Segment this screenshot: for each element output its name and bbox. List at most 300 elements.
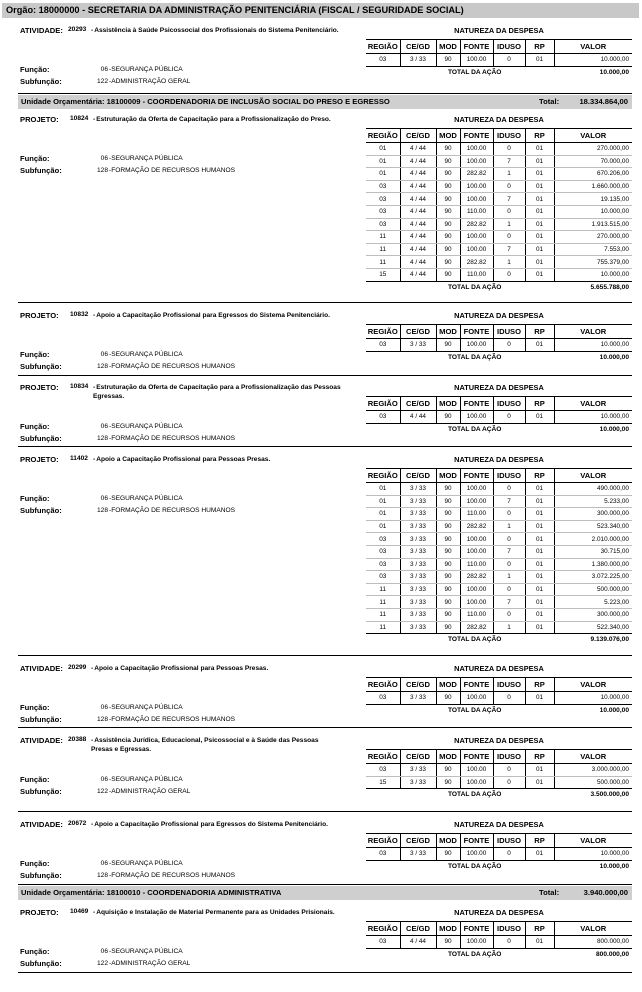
despesa-cell: 3 / 33 [400, 508, 436, 521]
despesa-row [366, 411, 632, 424]
despesa-cell: 10.000,00 [554, 268, 632, 281]
total-da-acao-value: 10.000,00 [599, 706, 629, 714]
column-header: CE/GD [400, 834, 436, 848]
column-header: CE/GD [400, 397, 436, 411]
acao-description-text: Estruturação da Oferta de Capacitação para a Profissionalização das Pessoas Egressas. [93, 384, 341, 400]
despesa-header-row [366, 129, 632, 143]
despesa-cell: 3.072.225,00 [554, 571, 632, 584]
acao-description-text: Estruturação da Oferta de Capacitação para a Profissionalização do Preso. [96, 116, 331, 123]
funcao-code: 06 [100, 351, 108, 358]
despesa-cell: 0 [493, 180, 525, 193]
subfuncao-label: Subfunção: [20, 506, 62, 515]
despesa-cell: 270.000,00 [554, 231, 632, 244]
column-header: IDUSO [493, 469, 525, 483]
subfuncao-code: 122 [96, 960, 108, 967]
despesa-cell: 1 [493, 520, 525, 533]
column-header: REGIÃO [366, 397, 400, 411]
despesa-cell: 90 [436, 243, 460, 256]
despesa-row [366, 495, 632, 508]
subfuncao-name: -ADMINISTRAÇÃO GERAL [109, 78, 191, 85]
column-header: IDUSO [493, 678, 525, 692]
despesa-cell: 01 [366, 143, 400, 156]
subfuncao-name: -FORMAÇÃO DE RECURSOS HUMANOS [109, 507, 236, 514]
despesa-cell: 0 [493, 143, 525, 156]
acao-kind: ATIVIDADE: [20, 664, 63, 673]
despesa-cell: 90 [436, 483, 460, 496]
acao-dash: - [91, 27, 94, 34]
funcao-label: Função: [20, 703, 50, 712]
despesa-cell: 01 [525, 155, 554, 168]
unidade-title: Unidade Orçamentária: 18100010 - COORDENADORIA ADMINISTRATIVA [21, 888, 282, 897]
funcao-label: Função: [20, 422, 50, 431]
despesa-cell: 0 [493, 848, 525, 861]
acao-dash: - [93, 116, 96, 123]
column-header: RP [525, 834, 554, 848]
despesa-cell: 100.00 [460, 692, 493, 705]
despesa-row [366, 936, 632, 949]
despesa-cell: 11 [366, 608, 400, 621]
column-header: CE/GD [400, 129, 436, 143]
column-header: REGIÃO [366, 325, 400, 339]
despesa-header-row [366, 922, 632, 936]
despesa-cell: 01 [525, 571, 554, 584]
acao-block [18, 734, 632, 816]
despesa-cell: 4 / 44 [400, 155, 436, 168]
despesa-cell: 0 [493, 231, 525, 244]
despesa-cell: 1.660.000,00 [554, 180, 632, 193]
acao-dash: - [91, 821, 94, 828]
despesa-cell: 90 [436, 205, 460, 218]
column-header: MOD [436, 397, 460, 411]
despesa-cell: 03 [366, 848, 400, 861]
column-header: IDUSO [493, 834, 525, 848]
despesa-cell: 100.00 [460, 764, 493, 777]
column-header: REGIÃO [366, 469, 400, 483]
total-da-acao-label: TOTAL DA AÇÃO [448, 636, 502, 644]
despesa-cell: 100.00 [460, 54, 493, 67]
acao-kind: ATIVIDADE: [20, 820, 63, 829]
unidade-total-label: Total: [539, 97, 560, 106]
despesa-cell: 4 / 44 [400, 143, 436, 156]
total-da-acao-value: 10.000,00 [599, 68, 629, 76]
funcao-label: Função: [20, 65, 50, 74]
despesa-cell: 0 [493, 692, 525, 705]
column-header: CE/GD [400, 40, 436, 54]
despesa-cell: 3.000.000,00 [554, 764, 632, 777]
despesa-cell: 100.00 [460, 143, 493, 156]
despesa-cell: 03 [366, 180, 400, 193]
despesa-cell: 1.380.000,00 [554, 558, 632, 571]
acao-description [93, 383, 343, 401]
despesa-cell: 7 [493, 495, 525, 508]
despesa-cell: 90 [436, 256, 460, 269]
despesa-cell: 100.00 [460, 596, 493, 609]
despesa-cell: 100.00 [460, 545, 493, 558]
despesa-cell: 01 [525, 764, 554, 777]
acao-code: 10469 [70, 908, 89, 915]
despesa-cell: 0 [493, 583, 525, 596]
subfuncao-name: -FORMAÇÃO DE RECURSOS HUMANOS [109, 167, 236, 174]
despesa-cell: 90 [436, 155, 460, 168]
despesa-cell: 01 [525, 256, 554, 269]
despesa-cell: 90 [436, 596, 460, 609]
funcao-name: -SEGURANÇA PÚBLICA [109, 704, 183, 711]
column-header: REGIÃO [366, 922, 400, 936]
subfuncao-name: -ADMINISTRAÇÃO GERAL [109, 788, 191, 795]
despesa-cell: 7.553,00 [554, 243, 632, 256]
subfuncao-label: Subfunção: [20, 434, 62, 443]
despesa-cell: 01 [525, 205, 554, 218]
subfuncao-code: 128 [96, 716, 108, 723]
acao-block [18, 24, 632, 94]
despesa-cell: 03 [366, 54, 400, 67]
despesa-row [366, 483, 632, 496]
despesa-cell: 500.000,00 [554, 776, 632, 789]
despesa-cell: 0 [493, 533, 525, 546]
total-da-acao-label: TOTAL DA AÇÃO [448, 862, 502, 870]
column-header: VALOR [554, 922, 632, 936]
despesa-cell: 522.340,00 [554, 621, 632, 634]
subfuncao-code: 128 [96, 167, 108, 174]
column-header: FONTE [460, 469, 493, 483]
subfuncao-code: 128 [96, 507, 108, 514]
natureza-da-despesa-title: NATUREZA DA DESPESA [454, 383, 544, 392]
column-header: CE/GD [400, 325, 436, 339]
total-da-acao-label: TOTAL DA AÇÃO [448, 425, 502, 433]
despesa-cell: 100.00 [460, 193, 493, 206]
column-header: VALOR [554, 678, 632, 692]
acao-block [18, 381, 632, 451]
column-header: VALOR [554, 325, 632, 339]
column-header: MOD [436, 834, 460, 848]
despesa-row [366, 764, 632, 777]
acao-block [18, 818, 632, 888]
despesa-cell: 01 [525, 218, 554, 231]
despesa-cell: 7 [493, 545, 525, 558]
despesa-cell: 3 / 33 [400, 558, 436, 571]
total-da-acao-value: 9.139.076,00 [590, 636, 629, 644]
column-header: MOD [436, 325, 460, 339]
despesa-cell: 01 [525, 483, 554, 496]
despesa-cell: 100.00 [460, 936, 493, 949]
funcao-name: -SEGURANÇA PÚBLICA [109, 66, 183, 73]
despesa-cell: 01 [525, 231, 554, 244]
column-header: RP [525, 678, 554, 692]
total-da-acao-row [366, 634, 632, 646]
despesa-cell: 282.82 [460, 256, 493, 269]
despesa-row [366, 143, 632, 156]
column-header: FONTE [460, 834, 493, 848]
despesa-cell: 90 [436, 495, 460, 508]
despesa-header-row [366, 750, 632, 764]
despesa-cell: 800.000,00 [554, 936, 632, 949]
despesa-row [366, 339, 632, 352]
despesa-cell: 4 / 44 [400, 180, 436, 193]
despesa-row [366, 218, 632, 231]
despesa-cell: 100.00 [460, 411, 493, 424]
despesa-cell: 03 [366, 193, 400, 206]
despesa-cell: 01 [525, 243, 554, 256]
despesa-cell: 3 / 33 [400, 520, 436, 533]
despesa-cell: 11 [366, 621, 400, 634]
despesa-table [366, 39, 632, 67]
despesa-cell: 7 [493, 243, 525, 256]
acao-kind: PROJETO: [20, 311, 59, 320]
despesa-cell: 01 [525, 596, 554, 609]
despesa-cell: 3 / 33 [400, 692, 436, 705]
column-header: IDUSO [493, 750, 525, 764]
despesa-cell: 1 [493, 256, 525, 269]
acao-description-text: Apoio a Capacitação Profissional para Egressos do Sistema Penitenciário. [96, 312, 330, 319]
funcao-label: Função: [20, 350, 50, 359]
acao-code: 20293 [68, 26, 87, 33]
despesa-cell: 5.223,00 [554, 596, 632, 609]
despesa-cell: 0 [493, 508, 525, 521]
despesa-cell: 30.715,00 [554, 545, 632, 558]
acao-description [91, 664, 341, 673]
funcao-name: -SEGURANÇA PÚBLICA [109, 351, 183, 358]
total-da-acao-row [366, 282, 632, 294]
despesa-cell: 100.00 [460, 339, 493, 352]
despesa-header-row [366, 469, 632, 483]
despesa-cell: 01 [366, 483, 400, 496]
despesa-cell: 01 [525, 776, 554, 789]
total-da-acao-label: TOTAL DA AÇÃO [448, 283, 502, 291]
column-header: CE/GD [400, 678, 436, 692]
despesa-table [366, 324, 632, 352]
despesa-cell: 3 / 33 [400, 848, 436, 861]
despesa-cell: 1 [493, 621, 525, 634]
despesa-row [366, 583, 632, 596]
natureza-da-despesa-title: NATUREZA DA DESPESA [454, 26, 544, 35]
despesa-cell: 01 [525, 508, 554, 521]
despesa-row [366, 168, 632, 181]
despesa-cell: 90 [436, 776, 460, 789]
despesa-cell: 01 [525, 520, 554, 533]
acao-code: 10832 [70, 311, 89, 318]
acao-description [93, 908, 343, 917]
despesa-cell: 19.135,00 [554, 193, 632, 206]
funcao-name: -SEGURANÇA PÚBLICA [109, 860, 183, 867]
column-header: RP [525, 325, 554, 339]
despesa-header-row [366, 397, 632, 411]
despesa-cell: 01 [366, 495, 400, 508]
total-da-acao-label: TOTAL DA AÇÃO [448, 791, 502, 799]
acao-kind: PROJETO: [20, 115, 59, 124]
unidade-orcamentaria-bar [18, 886, 632, 900]
despesa-cell: 300.000,00 [554, 508, 632, 521]
column-header: VALOR [554, 834, 632, 848]
despesa-cell: 03 [366, 411, 400, 424]
funcao-code: 06 [100, 155, 108, 162]
despesa-row [366, 608, 632, 621]
column-header: CE/GD [400, 750, 436, 764]
despesa-cell: 4 / 44 [400, 243, 436, 256]
acao-kind: ATIVIDADE: [20, 26, 63, 35]
acao-description-text: Apoio a Capacitação Profissional para Egressos do Sistema Penitenciário. [94, 821, 328, 828]
acao-description [91, 26, 341, 35]
unidade-title: Unidade Orçamentária: 18100009 - COORDENADORIA DE INCLUSÃO SOCIAL DO PRESO E EGRESSO [21, 97, 390, 106]
total-da-acao-label: TOTAL DA AÇÃO [448, 353, 502, 361]
natureza-da-despesa-title: NATUREZA DA DESPESA [454, 908, 544, 917]
column-header: RP [525, 397, 554, 411]
despesa-cell: 90 [436, 339, 460, 352]
column-header: IDUSO [493, 397, 525, 411]
despesa-row [366, 231, 632, 244]
subfuncao-label: Subfunção: [20, 77, 62, 86]
despesa-cell: 282.82 [460, 520, 493, 533]
subfuncao-label: Subfunção: [20, 166, 62, 175]
despesa-cell: 90 [436, 608, 460, 621]
acao-description-text: Apoio a Capacitação Profissional para Pessoas Presas. [94, 665, 269, 672]
funcao-name: -SEGURANÇA PÚBLICA [109, 776, 183, 783]
despesa-row [366, 54, 632, 67]
despesa-cell: 90 [436, 143, 460, 156]
total-da-acao-value: 3.500.000,00 [590, 791, 629, 799]
despesa-cell: 90 [436, 692, 460, 705]
despesa-cell: 90 [436, 231, 460, 244]
despesa-cell: 4 / 44 [400, 256, 436, 269]
despesa-header-row [366, 325, 632, 339]
despesa-cell: 90 [436, 545, 460, 558]
despesa-cell: 90 [436, 764, 460, 777]
natureza-da-despesa-title: NATUREZA DA DESPESA [454, 736, 544, 745]
despesa-cell: 0 [493, 764, 525, 777]
despesa-cell: 755.379,00 [554, 256, 632, 269]
despesa-cell: 01 [525, 608, 554, 621]
despesa-cell: 01 [366, 520, 400, 533]
despesa-cell: 01 [366, 508, 400, 521]
acao-description [91, 736, 341, 754]
despesa-cell: 5.233,00 [554, 495, 632, 508]
funcao-code: 06 [100, 66, 108, 73]
acao-description-text: Aquisição e Instalação de Material Permanente para as Unidades Prisionais. [96, 909, 335, 916]
despesa-table [366, 749, 632, 789]
funcao-code: 06 [100, 423, 108, 430]
despesa-cell: 90 [436, 411, 460, 424]
despesa-cell: 0 [493, 936, 525, 949]
despesa-cell: 01 [525, 168, 554, 181]
subfuncao-name: -FORMAÇÃO DE RECURSOS HUMANOS [109, 435, 236, 442]
despesa-row [366, 520, 632, 533]
despesa-cell: 0 [493, 483, 525, 496]
despesa-cell: 100.00 [460, 533, 493, 546]
subfuncao-name: -FORMAÇÃO DE RECURSOS HUMANOS [109, 872, 236, 879]
column-header: MOD [436, 40, 460, 54]
total-da-acao-row [366, 67, 632, 79]
despesa-cell: 110.00 [460, 205, 493, 218]
despesa-header-row [366, 40, 632, 54]
despesa-cell: 01 [525, 583, 554, 596]
despesa-cell: 15 [366, 776, 400, 789]
despesa-row [366, 155, 632, 168]
column-header: REGIÃO [366, 834, 400, 848]
despesa-cell: 03 [366, 218, 400, 231]
despesa-cell: 90 [436, 168, 460, 181]
acao-description [93, 115, 343, 124]
column-header: MOD [436, 469, 460, 483]
column-header: VALOR [554, 129, 632, 143]
despesa-row [366, 621, 632, 634]
despesa-cell: 01 [525, 193, 554, 206]
despesa-cell: 90 [436, 558, 460, 571]
despesa-cell: 01 [525, 143, 554, 156]
total-da-acao-row [366, 424, 632, 436]
orgao-header: Orgão: 18000000 - SECRETARIA DA ADMINISTRAÇÃO PENITENCIÁRIA (FISCAL / SEGURIDADE SOCIAL) [2, 3, 639, 18]
total-da-acao-row [366, 861, 632, 873]
despesa-cell: 3 / 33 [400, 608, 436, 621]
despesa-cell: 01 [525, 936, 554, 949]
despesa-cell: 282.82 [460, 168, 493, 181]
acao-description-text: Assistência à Saúde Psicossocial dos Profissionais do Sistema Penitenciário. [94, 27, 339, 34]
acao-dash: - [93, 384, 96, 391]
despesa-cell: 0 [493, 608, 525, 621]
total-da-acao-label: TOTAL DA AÇÃO [448, 950, 502, 958]
despesa-cell: 01 [525, 268, 554, 281]
funcao-label: Função: [20, 494, 50, 503]
despesa-cell: 15 [366, 268, 400, 281]
despesa-cell: 2.010.000,00 [554, 533, 632, 546]
despesa-cell: 90 [436, 268, 460, 281]
despesa-cell: 4 / 44 [400, 168, 436, 181]
despesa-row [366, 268, 632, 281]
despesa-cell: 7 [493, 596, 525, 609]
column-header: MOD [436, 129, 460, 143]
despesa-cell: 10.000,00 [554, 205, 632, 218]
despesa-cell: 110.00 [460, 608, 493, 621]
despesa-cell: 100.00 [460, 155, 493, 168]
despesa-cell: 1 [493, 571, 525, 584]
despesa-cell: 3 / 33 [400, 54, 436, 67]
despesa-cell: 70.000,00 [554, 155, 632, 168]
despesa-cell: 4 / 44 [400, 205, 436, 218]
subfuncao-code: 128 [96, 872, 108, 879]
column-header: FONTE [460, 922, 493, 936]
acao-kind: PROJETO: [20, 908, 59, 917]
acao-description [93, 455, 343, 464]
column-header: FONTE [460, 750, 493, 764]
despesa-cell: 90 [436, 54, 460, 67]
despesa-cell: 3 / 33 [400, 776, 436, 789]
subfuncao-code: 122 [96, 788, 108, 795]
subfuncao-label: Subfunção: [20, 787, 62, 796]
natureza-da-despesa-title: NATUREZA DA DESPESA [454, 311, 544, 320]
column-header: FONTE [460, 397, 493, 411]
funcao-code: 06 [100, 776, 108, 783]
total-da-acao-row [366, 949, 632, 961]
natureza-da-despesa-title: NATUREZA DA DESPESA [454, 455, 544, 464]
despesa-cell: 500.000,00 [554, 583, 632, 596]
despesa-table [366, 128, 632, 282]
despesa-cell: 3 / 33 [400, 571, 436, 584]
natureza-da-despesa-title: NATUREZA DA DESPESA [454, 664, 544, 673]
despesa-cell: 523.340,00 [554, 520, 632, 533]
despesa-cell: 110.00 [460, 268, 493, 281]
funcao-code: 06 [100, 948, 108, 955]
despesa-cell: 01 [525, 558, 554, 571]
column-header: RP [525, 750, 554, 764]
despesa-cell: 7 [493, 155, 525, 168]
despesa-cell: 282.82 [460, 571, 493, 584]
despesa-cell: 10.000,00 [554, 848, 632, 861]
despesa-cell: 0 [493, 776, 525, 789]
acao-dash: - [93, 909, 96, 916]
acao-dash: - [93, 312, 96, 319]
subfuncao-name: -FORMAÇÃO DE RECURSOS HUMANOS [109, 716, 236, 723]
column-header: REGIÃO [366, 678, 400, 692]
unidade-total-value: 18.334.864,00 [579, 97, 628, 106]
column-header: REGIÃO [366, 40, 400, 54]
